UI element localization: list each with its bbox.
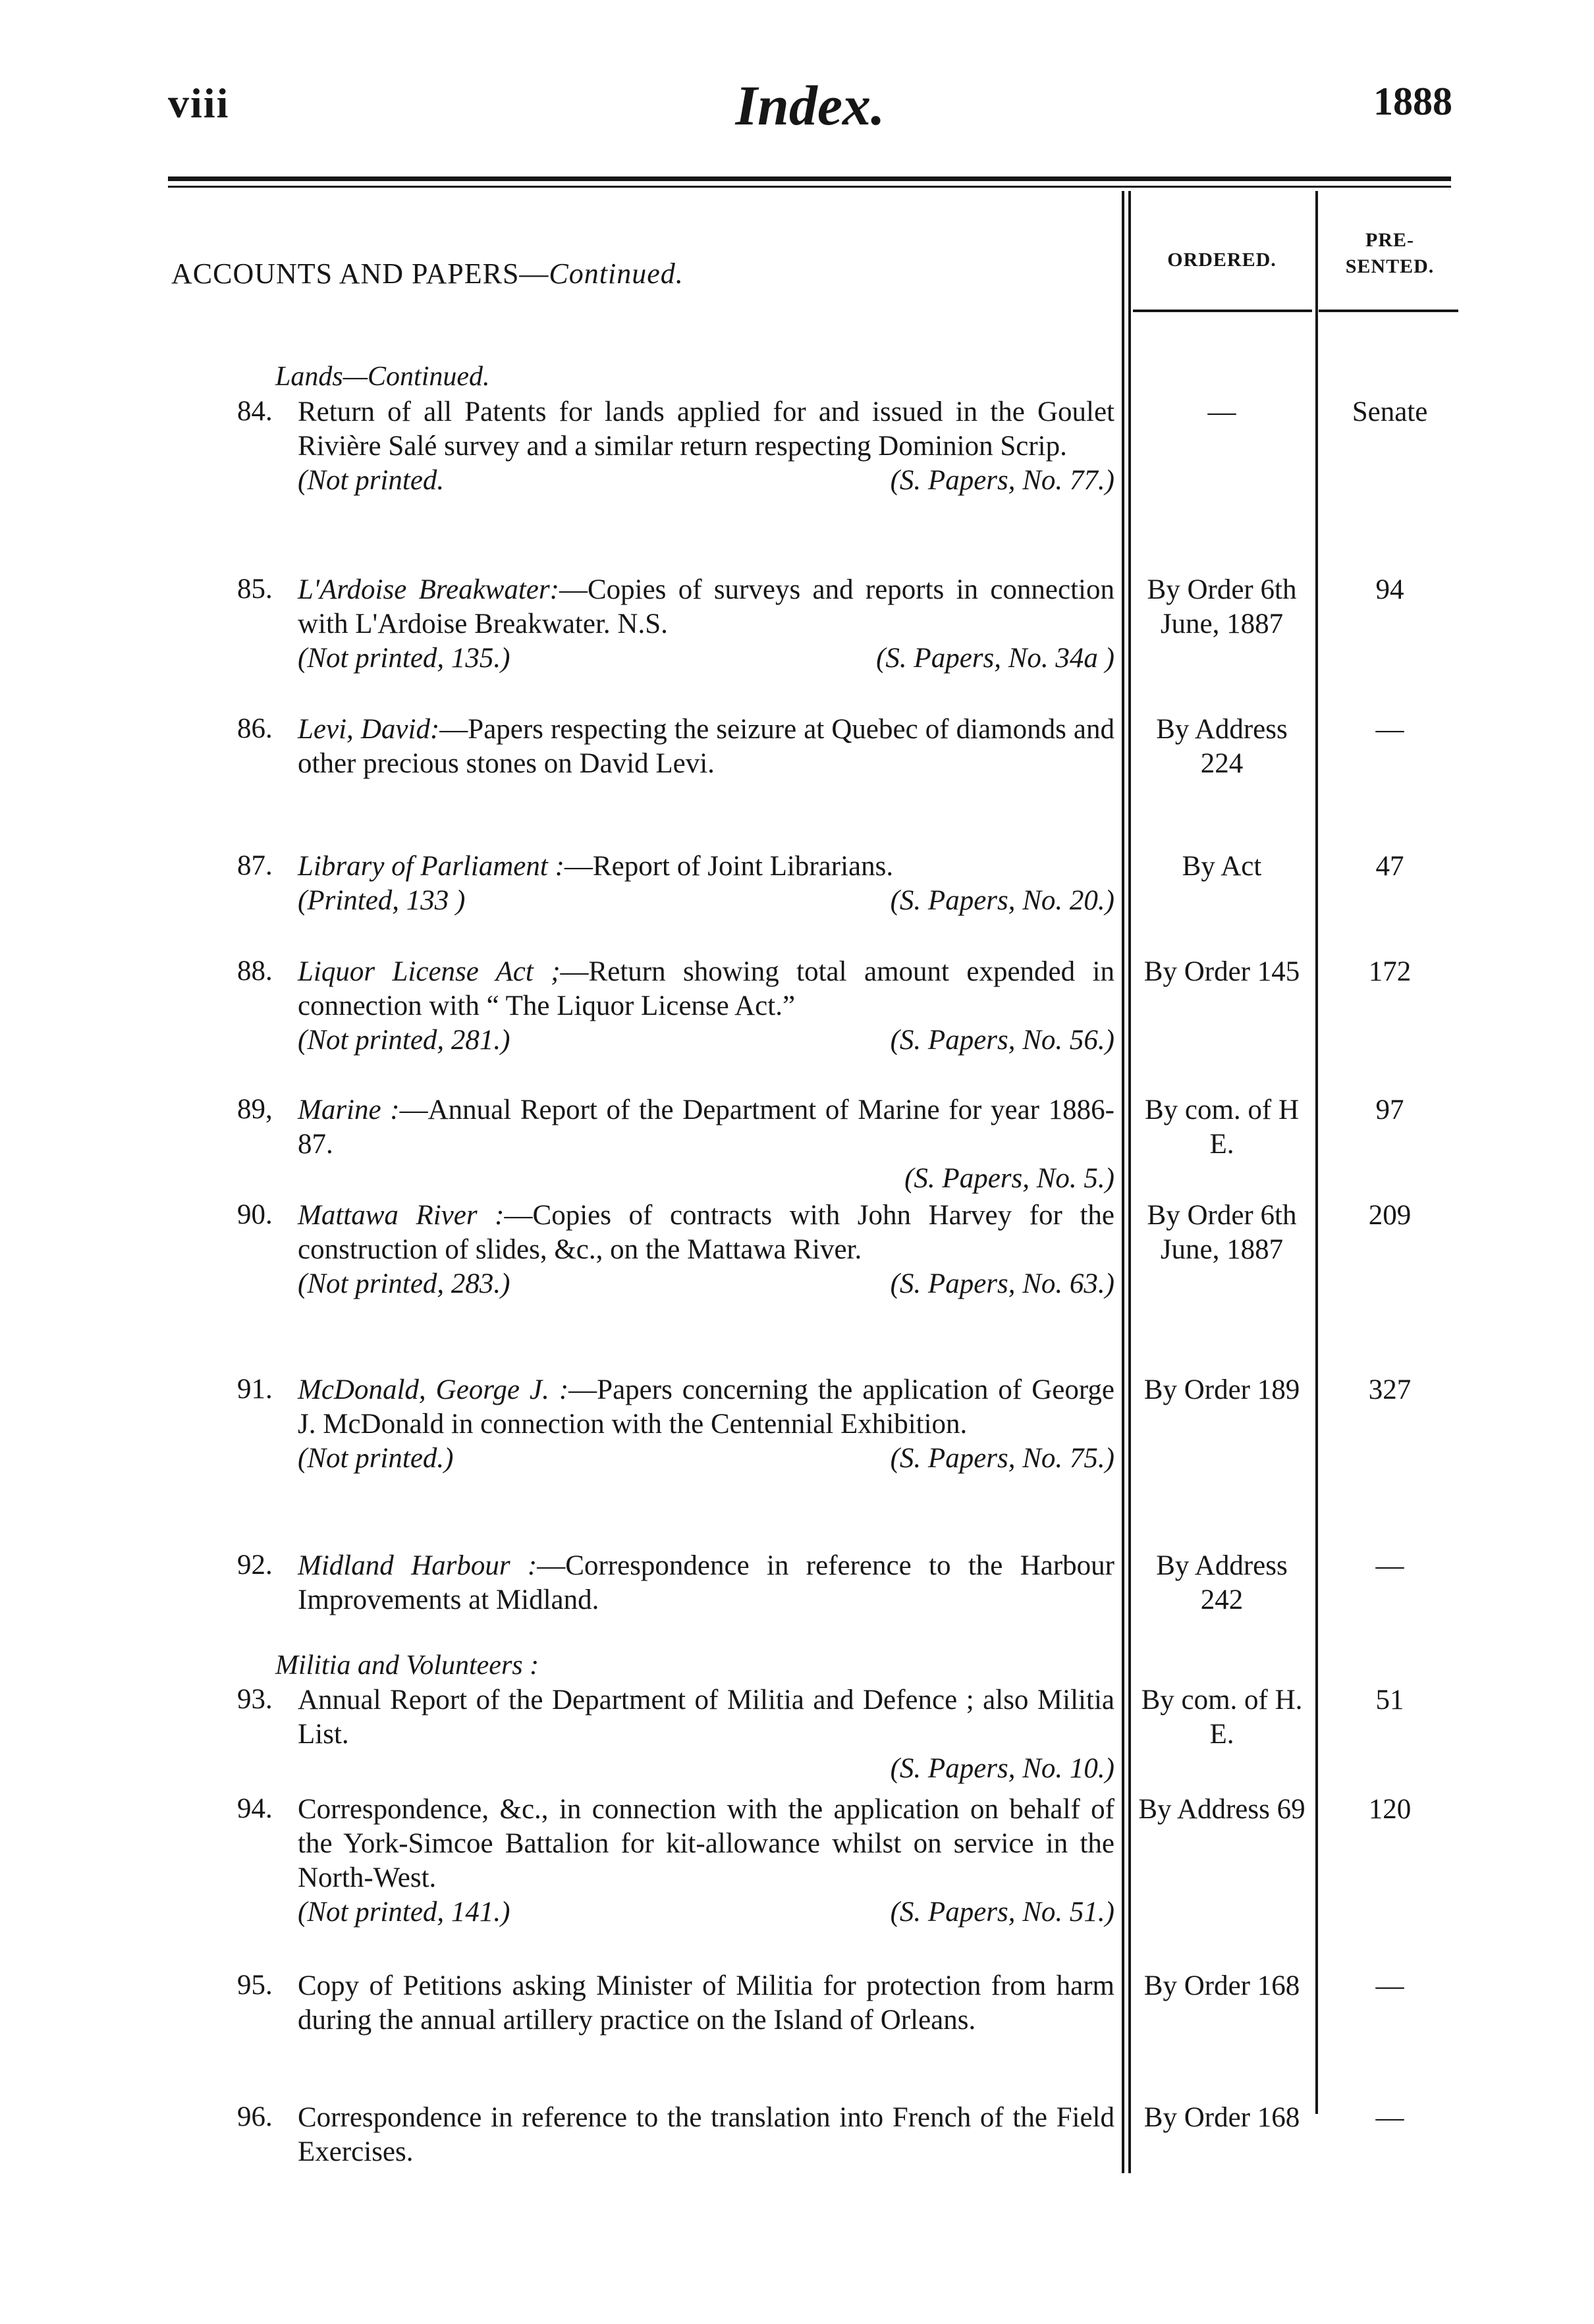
entry-text: —Copies of surveys and reports in connection with L'Ardoise Breakwater. N.S. xyxy=(298,574,1114,639)
entry-ordered: By com. of H. E. xyxy=(1141,1685,1303,1750)
column-divider-mid xyxy=(1315,191,1318,2114)
column-head-underline-presented xyxy=(1319,310,1458,312)
entry-number: 93. xyxy=(237,1684,273,1715)
entry-ordered: — xyxy=(1207,396,1236,427)
entry-description xyxy=(298,1683,1114,1786)
entry-text: —Papers concerning the application of George J. McDonald in connection with the Centennial Exhibition. xyxy=(298,1374,1114,1440)
subhead-lands: Lands—Continued. xyxy=(275,362,490,392)
entry-presented: Senate xyxy=(1352,396,1428,427)
entry-description xyxy=(298,395,1114,498)
header-rule-thin xyxy=(168,186,1451,188)
entry-description: Library of Parliament :—Report of Joint Librarians. (Printed, 133 ) (S. Papers, No. 20.) xyxy=(298,850,1114,918)
header-rule-thick xyxy=(168,176,1451,181)
column-head-ordered: ORDERED. xyxy=(1167,249,1277,271)
entry-note: (Not printed. (S. Papers, No. 77.) xyxy=(298,465,1114,496)
entry-ordered: By Address 69 xyxy=(1138,1794,1305,1825)
entry-text: —Papers respecting the seizure at Quebec of diamonds and other precious stones on David Levi. xyxy=(298,714,1115,779)
entry-ordered: By Order 6th June, 1887 xyxy=(1147,574,1297,639)
entry-number: 88. xyxy=(237,956,273,986)
column-divider-left-b xyxy=(1128,191,1131,2173)
entry-text: —Correspondence in reference to the Harbour Improvements at Midland. xyxy=(298,1550,1115,1615)
page-title: Index. xyxy=(735,74,885,137)
entry-note: (S. Papers, No. 5.) xyxy=(904,1163,1114,1194)
column-head-presented-line2: SENTED. xyxy=(1345,256,1435,277)
entry-ordered: By Address 224 xyxy=(1156,714,1288,779)
entry-number: 92. xyxy=(237,1550,273,1581)
entry-description: Liquor License Act ;—Return showing total amount expended in connection with “ The Liquor License Act.” (Not printed, 281.) (S. Papers, No. 56.) xyxy=(298,955,1114,1058)
section-title: ACCOUNTS AND PAPERS— xyxy=(171,257,549,290)
entry-description: McDonald, George J. :—Papers concerning the application of George J. McDonald in connection with the Centennial Exhibition. (Not printed.) (S. Papers, No. 75.) xyxy=(298,1373,1114,1476)
entry-note: (Not printed, 141.) (S. Papers, No. 51.) xyxy=(298,1897,1114,1928)
entry-text: —Copies of contracts with John Harvey for the construction of slides, &c., on the Mattawa River. xyxy=(298,1200,1114,1265)
entry-number: 90. xyxy=(237,1199,273,1230)
entry-ordered: By Order 168 xyxy=(1143,2102,1300,2133)
entry-text: Copy of Petitions asking Minister of Militia for protection from harm during the annual artillery practice on the Island of Orleans. xyxy=(298,1970,1114,2036)
entry-number: 84. xyxy=(237,396,273,427)
entry-description: Levi, David:—Papers respecting the seizure at Quebec of diamonds and other precious stones on David Levi. xyxy=(298,714,1115,779)
entry-ordered: By Address 242 xyxy=(1156,1550,1288,1615)
column-head-presented xyxy=(1321,227,1459,280)
entry-presented: 97 xyxy=(1375,1094,1404,1125)
entry-description xyxy=(298,1969,1114,2038)
entry-number: 89, xyxy=(237,1094,273,1125)
entry-presented: — xyxy=(1375,1550,1404,1581)
entry-description: Mattawa River :—Copies of contracts with John Harvey for the construction of slides, &c., on the Mattawa River. (Not printed, 283.) (S. Papers, No. 63.) xyxy=(298,1199,1114,1301)
entry-ordered: By Order 168 xyxy=(1143,1970,1300,2001)
section-heading xyxy=(171,257,684,290)
entry-description xyxy=(298,2101,1114,2169)
entry-number: 85. xyxy=(237,574,273,605)
entry-presented: — xyxy=(1375,1970,1404,2001)
entry-text: —Return showing total amount expended in connection with “ The Liquor License Act.” xyxy=(298,956,1115,1021)
entry-number: 95. xyxy=(237,1970,273,2001)
entry-text: —Annual Report of the Department of Marine for year 1886-87. xyxy=(298,1094,1114,1160)
running-head xyxy=(168,72,1452,145)
entry-ordered: By Order 189 xyxy=(1143,1374,1300,1405)
entry-number: 86. xyxy=(237,713,273,744)
entry-text: Correspondence, &c., in connection with the application on behalf of the York-Simcoe Battalion for kit-allowance whilst on service in the North-West. xyxy=(298,1794,1114,1893)
entry-text: Correspondence in reference to the translation into French of the Field Exercises. xyxy=(298,2102,1114,2167)
subhead-militia: Militia and Volunteers : xyxy=(275,1650,539,1681)
column-head-presented-line1: PRE- xyxy=(1365,229,1414,251)
entry-number: 94. xyxy=(237,1793,273,1824)
entry-note: (S. Papers, No. 10.) xyxy=(890,1753,1114,1784)
entry-note: (Not printed.) (S. Papers, No. 75.) xyxy=(298,1443,1114,1474)
page-number: viii xyxy=(168,80,230,126)
entry-ordered: By Order 6th June, 1887 xyxy=(1147,1200,1297,1265)
entry-number: 87. xyxy=(237,850,273,881)
entry-description: Marine :—Annual Report of the Department of Marine for year 1886-87. (S. Papers, No. 5.) xyxy=(298,1093,1114,1196)
entry-description: L'Ardoise Breakwater:—Copies of surveys and reports in connection with L'Ardoise Breakwater. N.S. (Not printed, 135.) (S. Papers, No. 34a ) xyxy=(298,573,1114,676)
entry-ordered: By Act xyxy=(1182,851,1262,882)
entry-text: Annual Report of the Department of Militia and Defence ; also Militia List. xyxy=(298,1685,1114,1750)
column-divider-left-a xyxy=(1122,191,1124,2173)
entry-text: Return of all Patents for lands applied for and issued in the Goulet Rivière Salé survey and a similar return respecting Dominion Scrip. xyxy=(298,396,1114,462)
entry-number: 91. xyxy=(237,1374,273,1405)
entry-presented: 120 xyxy=(1368,1794,1412,1825)
entry-presented: 327 xyxy=(1368,1374,1412,1405)
entry-presented: 172 xyxy=(1368,956,1412,987)
page-year: 1888 xyxy=(1373,80,1452,123)
entry-presented: 94 xyxy=(1375,574,1404,605)
entry-note: (Not printed, 135.) (S. Papers, No. 34a ) xyxy=(298,643,1114,674)
entry-presented: — xyxy=(1375,2102,1404,2133)
entry-presented: 47 xyxy=(1375,851,1404,882)
entry-description xyxy=(298,1793,1114,1930)
entry-note: (Printed, 133 ) (S. Papers, No. 20.) xyxy=(298,885,1114,916)
entry-note: (Not printed, 281.) (S. Papers, No. 56.) xyxy=(298,1025,1114,1056)
entry-text: —Report of Joint Librarians. xyxy=(564,851,894,882)
entry-note: (Not printed, 283.) (S. Papers, No. 63.) xyxy=(298,1268,1114,1299)
entry-ordered: By com. of H E. xyxy=(1144,1094,1300,1160)
entry-presented: — xyxy=(1375,714,1404,745)
entry-presented: 209 xyxy=(1368,1200,1412,1231)
entry-number: 96. xyxy=(237,2101,273,2132)
entry-presented: 51 xyxy=(1375,1685,1404,1716)
section-continued: Continued. xyxy=(549,257,684,290)
entry-ordered: By Order 145 xyxy=(1143,956,1300,987)
entry-description: Midland Harbour :—Correspondence in reference to the Harbour Improvements at Midland. xyxy=(298,1550,1115,1615)
column-head-underline-ordered xyxy=(1133,310,1312,312)
